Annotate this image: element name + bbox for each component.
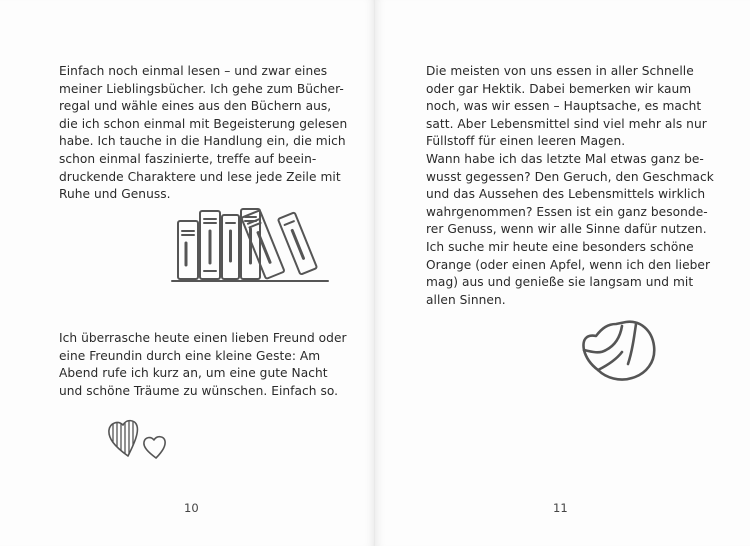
text-line: Füllstoff für einen leeren Magen. xyxy=(426,134,626,149)
text-line: habe. Ich tauche in die Handlung ein, die mich xyxy=(59,134,346,149)
text-line: wahrgenommen? Essen ist ein ganz besonde- xyxy=(426,204,708,219)
text-line: druckende Charaktere und lese jede Zeile mit xyxy=(59,169,341,184)
text-line: wusst gegessen? Den Geruch, den Geschmack xyxy=(426,169,714,184)
text-line: schon einmal faszinierte, treffe auf beein- xyxy=(59,151,317,166)
fortune-cookie-icon xyxy=(576,316,662,386)
text-line: die ich schon einmal mit Begeisterung gelesen xyxy=(59,116,348,131)
text-line: meiner Lieblingsbücher. Ich gehe zum Bücher- xyxy=(59,81,344,96)
text-line: satt. Aber Lebensmittel sind viel mehr als nur xyxy=(426,116,707,131)
text-line: rer Genuss, wenn wir alle Sinne dafür nutzen. xyxy=(426,222,707,237)
text-line: und schöne Träume zu wünschen. Einfach so. xyxy=(59,383,339,398)
text-line: Orange (oder einen Apfel, wenn ich den lieber xyxy=(426,257,711,272)
text-line: Die meisten von uns essen in aller Schnelle xyxy=(426,64,694,78)
paragraph-gesture xyxy=(59,330,347,400)
paragraph-mindful-eating xyxy=(426,63,714,309)
page-number: 10 xyxy=(184,501,199,515)
text-line: Ich suche mir heute eine besonders schöne xyxy=(426,239,694,254)
text-line: Ruhe und Genuss. xyxy=(59,187,171,202)
page-number: 11 xyxy=(553,501,568,515)
text-line: und das Aussehen des Lebensmittels wirklich xyxy=(426,187,706,202)
text-line: Abend rufe ich kurz an, um eine gute Nacht xyxy=(59,366,328,381)
text-line: noch, was wir essen – Hauptsache, es macht xyxy=(426,99,702,114)
text-line: Einfach noch einmal lesen – und zwar eines xyxy=(59,64,328,78)
text-line: Ich überrasche heute einen lieben Freund oder xyxy=(59,331,347,345)
text-line: oder gar Hektik. Dabei bemerken wir kaum xyxy=(426,81,692,96)
left-page xyxy=(0,0,374,546)
hearts-icon xyxy=(104,416,176,464)
text-line: eine Freundin durch eine kleine Geste: Am xyxy=(59,348,321,363)
text-line: mag) aus und genieße sie langsam und mit xyxy=(426,275,694,290)
text-line: allen Sinnen. xyxy=(426,292,506,307)
paragraph-reading xyxy=(59,63,347,204)
text-line: regal und wähle eines aus den Büchern aus, xyxy=(59,99,332,114)
text-line: Wann habe ich das letzte Mal etwas ganz be- xyxy=(426,151,704,166)
books-icon xyxy=(170,205,330,287)
